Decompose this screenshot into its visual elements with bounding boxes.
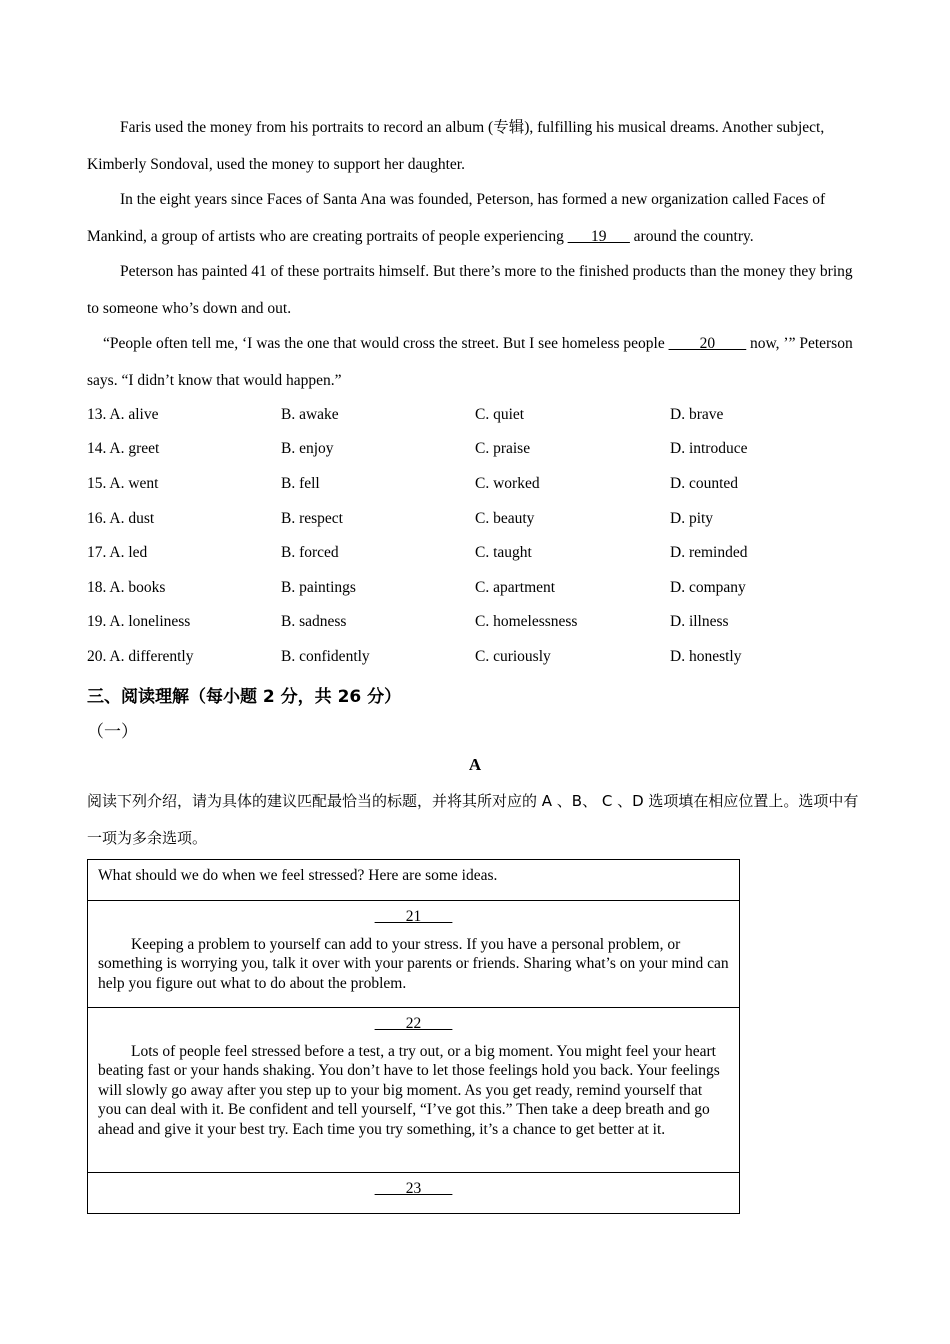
instruction-text: 阅读下列介绍，请为具体的建议匹配最恰当的标题，并将其所对应的 A 、B、 C 、D 选项填在相应位置上。选项中有一项为多余选项。 [87,792,859,847]
paragraph-portraits: Peterson has painted 41 of these portraits himself. But there’s more to the finished products than the money they bring to someone who’s down and out. [87,263,853,317]
blank-23: ____23____ [374,1180,453,1197]
advice-21-text: Keeping a problem to yourself can add to your stress. If you have a personal problem, or something is worrying you, talk it over with your parents or friends. Sharing what’s on your mind can help you figure out what to do about the problem. [98,935,729,992]
paragraph-faris: Faris used the money from his portraits to record an album (专辑), fulfilling his musical dreams. Another subject, Kimberly Sondoval, used the money to support her daughter. [87,119,825,173]
table-row [88,1008,740,1173]
blank-22: ____22____ [374,1015,453,1032]
option-row-15: 15. A. went B. fell C. worked D. counted [87,475,739,492]
stress-ideas-table [87,859,740,1214]
table-row [88,1173,740,1214]
option-row-20: 20. A. differently B. confidently C. curiously D. honestly [87,648,742,665]
option-row-16: 16. A. dust B. respect C. beauty D. pity [87,510,714,527]
table-row [88,860,740,901]
option-row-18: 18. A. books B. paintings C. apartment D. company [87,579,746,596]
section-heading: 三、阅读理解（每小题 2 分，共 26 分） [87,687,402,707]
blank-21: ____21____ [374,908,453,925]
subsection-label: （一） [87,722,138,742]
option-row-19: 19. A. loneliness B. sadness C. homelessness D. illness [87,613,729,630]
table-row [88,901,740,1008]
advice-22-text: Lots of people feel stressed before a test, a try out, or a big moment. You might feel your heart beating fast or your hands shaking. You don’t have to let those feelings hold you back. Your feelings will slowly go away after you step up to your big moment. As you get ready, remind yourself that you can deal with it. Be confident and tell yourself, “I’ve got this.” Then take a deep breath and go ahead and give it your best try. Each time you try something, it’s a chance to get better at it. [98,1042,720,1138]
option-row-17: 17. A. led B. forced C. taught D. reminded [87,544,748,561]
option-row-13: 13. A. alive B. awake C. quiet D. brave [87,406,724,423]
paragraph-quote: “People often tell me, ‘I was the one that would cross the street. But I see homeless people ____20____ now, ’” Peterson says. “I didn’t know that would happen.” [87,335,853,389]
blank-20: ____20____ [668,335,747,352]
option-row-14: 14. A. greet B. enjoy C. praise D. introduce [87,440,748,457]
paragraph-faces-of-mankind: In the eight years since Faces of Santa Ana was founded, Peterson, has formed a new organization called Faces of Mankind, a group of artists who are creating portraits of people experiencing ___19___ around the country. [87,191,826,245]
table-intro: What should we do when we feel stressed? Here are some ideas. [88,860,740,901]
blank-19: ___19___ [567,228,630,245]
passage-title: A [468,755,482,774]
